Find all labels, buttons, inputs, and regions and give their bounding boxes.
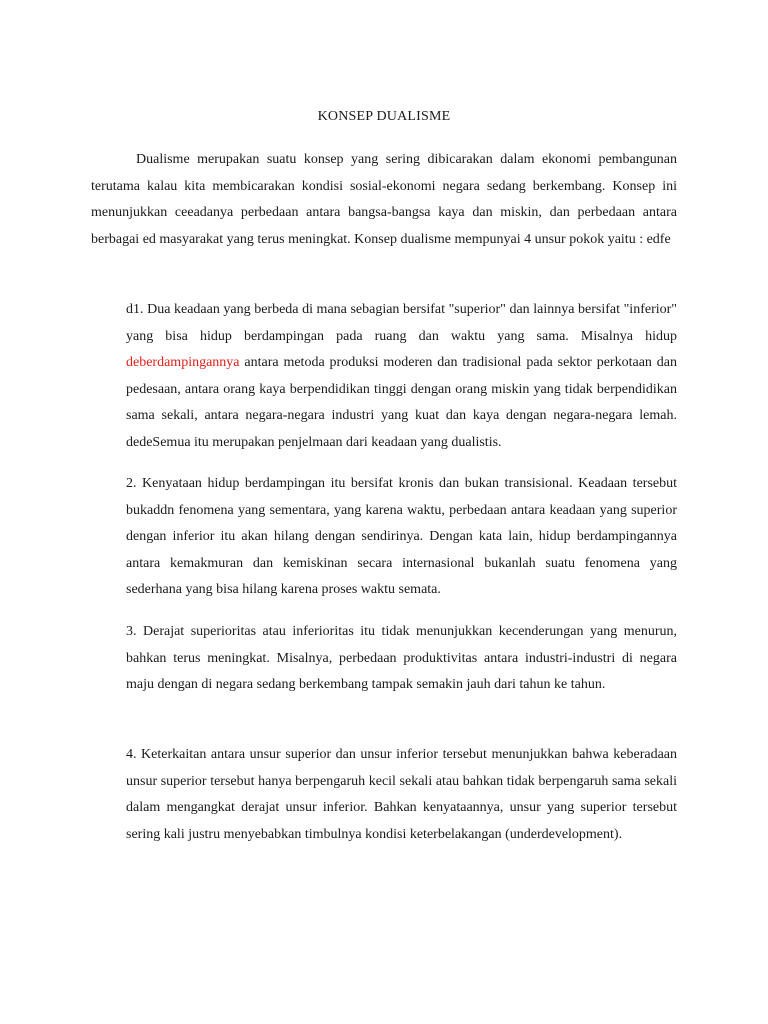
list-item-1-text-end: antara metoda produksi moderen dan tradisional pada sektor perkotaan dan pedesaan, antara orang kaya berpendidikan tinggi dengan orang miskin yang tidak berpendidikan sama sekali, antara negara-negara industri yang kuat dan kaya dengan negara-negara lemah. dedeSemua itu merupakan penjelmaan dari keadaan yang dualistis. xyxy=(126,355,677,450)
list-item-1-text-start: d1. Dua keadaan yang berbeda di mana sebagian bersifat "superior" dan lainnya bersifat "inferior" yang bisa hidup berdampingan pada ruang dan waktu yang sama. Misalnya hidup xyxy=(126,302,677,344)
highlighted-word: deberdampingannya xyxy=(126,355,240,370)
document-title: KONSEP DUALISME xyxy=(317,109,451,124)
list-item-2: 2. Kenyataan hidup berdampingan itu bersifat kronis dan bukan transisional. Keadaan tersebut bukaddn fenomena yang sementara, yang karena waktu, perbedaan antara keadaan yang superior dengan inferior itu akan hilang dengan sendirinya. Dengan kata lain, hidup berdampingannya antara kemakmuran dan kemiskinan secara internasional bukanlah suatu fenomena yang sederhana yang bisa hilang karena proses waktu semata. xyxy=(126,476,677,597)
list-item-3: 3. Derajat superioritas atau inferioritas itu tidak menunjukkan kecenderungan yang menurun, bahkan terus meningkat. Misalnya, perbedaan produktivitas antara industri-industri di negara maju dengan di negara sedang berkembang tampak semakin jauh dari tahun ke tahun. xyxy=(126,624,677,692)
list-item-1 xyxy=(126,297,677,456)
list-item-4: 4. Keterkaitan antara unsur superior dan unsur inferior tersebut menunjukkan bahwa keberadaan unsur superior tersebut hanya berpengaruh kecil sekali atau bahkan tidak berpengaruh sama sekali dalam mengangkat derajat unsur inferior. Bahkan kenyataannya, unsur yang superior tersebut sering kali justru menyebabkan timbulnya kondisi keterbelakangan (underdevelopment). xyxy=(126,747,677,842)
intro-paragraph: Dualisme merupakan suatu konsep yang sering dibicarakan dalam ekonomi pembangunan terutama kalau kita membicarakan kondisi sosial-ekonomi negara sedang berkembang. Konsep ini menunjukkan ceeadanya perbedaan antara bangsa-bangsa kaya dan miskin, dan perbedaan antara berbagai ed masyarakat yang terus meningkat. Konsep dualisme mempunyai 4 unsur pokok yaitu : edfe xyxy=(91,152,677,247)
